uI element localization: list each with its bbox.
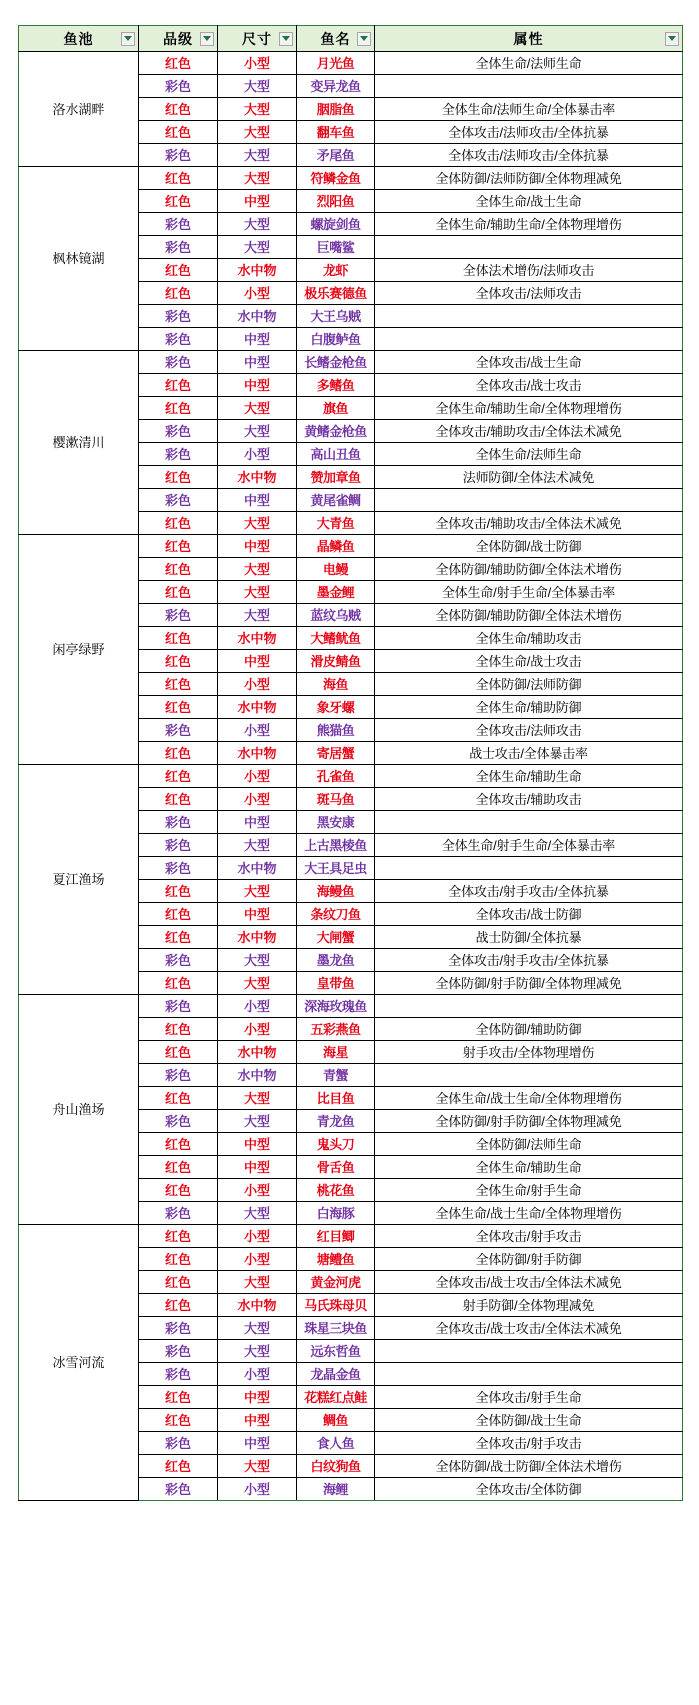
table-row [19, 351, 683, 374]
cell-fish-name: 五彩燕鱼 [297, 1018, 375, 1041]
cell-fish-name: 大青鱼 [297, 512, 375, 535]
cell-attributes: 全体防御/射手防御/全体物理减免 [375, 1110, 683, 1133]
cell-attributes: 全体生命/射手生命/全体暴击率 [375, 834, 683, 857]
cell-size: 中型 [218, 1409, 297, 1432]
cell-fish-name: 白腹鲈鱼 [297, 328, 375, 351]
cell-fish-name: 深海玫瑰鱼 [297, 995, 375, 1018]
cell-grade: 彩色 [139, 1363, 218, 1386]
cell-grade: 红色 [139, 673, 218, 696]
cell-grade: 彩色 [139, 75, 218, 98]
cell-attributes: 全体攻击/辅助攻击/全体法术减免 [375, 420, 683, 443]
table-body [19, 52, 683, 1501]
cell-grade: 红色 [139, 1271, 218, 1294]
cell-size: 小型 [218, 443, 297, 466]
cell-grade: 彩色 [139, 1340, 218, 1363]
cell-attributes: 全体生命/辅助生命 [375, 765, 683, 788]
cell-grade: 彩色 [139, 328, 218, 351]
cell-grade: 红色 [139, 627, 218, 650]
cell-fish-name: 翻车鱼 [297, 121, 375, 144]
column-header-pool [19, 26, 139, 52]
cell-fish-name: 墨龙鱼 [297, 949, 375, 972]
cell-fish-name: 黑安康 [297, 811, 375, 834]
cell-attributes: 全体攻击/战士攻击/全体法术减免 [375, 1271, 683, 1294]
cell-attributes: 全体防御/射手防御/全体物理减免 [375, 972, 683, 995]
cell-grade: 彩色 [139, 1110, 218, 1133]
cell-size: 水中物 [218, 466, 297, 489]
chevron-down-icon [282, 36, 290, 41]
cell-fish-name: 变异龙鱼 [297, 75, 375, 98]
cell-grade: 彩色 [139, 213, 218, 236]
cell-size: 大型 [218, 949, 297, 972]
table-row [19, 535, 683, 558]
cell-size: 中型 [218, 374, 297, 397]
cell-grade: 红色 [139, 98, 218, 121]
table-header [19, 26, 683, 52]
cell-fish-name: 符鳞金鱼 [297, 167, 375, 190]
cell-size: 大型 [218, 144, 297, 167]
filter-dropdown-icon-pool[interactable] [121, 32, 135, 46]
cell-grade: 彩色 [139, 305, 218, 328]
cell-grade: 红色 [139, 52, 218, 75]
cell-attributes: 全体生命/射手生命/全体暴击率 [375, 581, 683, 604]
cell-attributes [375, 995, 683, 1018]
cell-fish-name: 滑皮鲭鱼 [297, 650, 375, 673]
cell-grade: 红色 [139, 167, 218, 190]
cell-fish-name: 青龙鱼 [297, 1110, 375, 1133]
cell-grade: 彩色 [139, 1064, 218, 1087]
cell-size: 大型 [218, 1087, 297, 1110]
cell-size: 大型 [218, 397, 297, 420]
cell-grade: 红色 [139, 259, 218, 282]
cell-attributes [375, 75, 683, 98]
cell-size: 小型 [218, 282, 297, 305]
cell-attributes: 全体攻击/法师攻击 [375, 719, 683, 742]
cell-fish-name: 鲷鱼 [297, 1409, 375, 1432]
cell-attributes: 全体生命/战士生命 [375, 190, 683, 213]
cell-grade: 红色 [139, 696, 218, 719]
cell-fish-name: 矛尾鱼 [297, 144, 375, 167]
cell-grade: 红色 [139, 535, 218, 558]
cell-attributes [375, 1363, 683, 1386]
cell-fish-name: 月光鱼 [297, 52, 375, 75]
cell-attributes: 全体攻击/射手攻击 [375, 1225, 683, 1248]
cell-grade: 红色 [139, 466, 218, 489]
cell-size: 大型 [218, 213, 297, 236]
column-header-name [297, 26, 375, 52]
cell-fish-name: 多鳍鱼 [297, 374, 375, 397]
table-row [19, 167, 683, 190]
cell-fish-name: 花糕红点鲑 [297, 1386, 375, 1409]
cell-grade: 红色 [139, 1133, 218, 1156]
cell-grade: 红色 [139, 1041, 218, 1064]
cell-fish-name: 比目鱼 [297, 1087, 375, 1110]
cell-fish-name: 条纹刀鱼 [297, 903, 375, 926]
cell-pool: 冰雪河流 [19, 1225, 139, 1501]
cell-fish-name: 骨舌鱼 [297, 1156, 375, 1179]
cell-size: 大型 [218, 558, 297, 581]
cell-attributes [375, 857, 683, 880]
cell-fish-name: 胭脂鱼 [297, 98, 375, 121]
cell-grade: 红色 [139, 788, 218, 811]
filter-dropdown-icon-name[interactable] [357, 32, 371, 46]
column-header-attr-label: 属性 [513, 30, 544, 47]
cell-attributes: 全体生命/法师生命/全体暴击率 [375, 98, 683, 121]
cell-grade: 红色 [139, 397, 218, 420]
column-header-name-label: 鱼名 [320, 30, 351, 47]
cell-size: 中型 [218, 1133, 297, 1156]
cell-attributes: 全体生命/战士攻击 [375, 650, 683, 673]
cell-size: 小型 [218, 1248, 297, 1271]
cell-attributes: 全体攻击/全体防御 [375, 1478, 683, 1501]
cell-fish-name: 孔雀鱼 [297, 765, 375, 788]
cell-pool: 樱漱清川 [19, 351, 139, 535]
cell-size: 大型 [218, 581, 297, 604]
cell-grade: 红色 [139, 1294, 218, 1317]
cell-size: 大型 [218, 121, 297, 144]
filter-dropdown-icon-grade[interactable] [200, 32, 214, 46]
cell-fish-name: 海鱼 [297, 673, 375, 696]
cell-size: 大型 [218, 236, 297, 259]
cell-pool: 夏江渔场 [19, 765, 139, 995]
cell-size: 小型 [218, 1179, 297, 1202]
cell-attributes [375, 489, 683, 512]
cell-size: 水中物 [218, 1041, 297, 1064]
cell-fish-name: 黄金河虎 [297, 1271, 375, 1294]
cell-attributes: 全体攻击/辅助攻击 [375, 788, 683, 811]
cell-attributes [375, 236, 683, 259]
cell-size: 中型 [218, 903, 297, 926]
cell-grade: 红色 [139, 374, 218, 397]
cell-grade: 红色 [139, 650, 218, 673]
cell-grade: 彩色 [139, 1202, 218, 1225]
cell-grade: 红色 [139, 282, 218, 305]
cell-size: 大型 [218, 834, 297, 857]
cell-size: 中型 [218, 811, 297, 834]
cell-grade: 红色 [139, 1455, 218, 1478]
cell-size: 小型 [218, 719, 297, 742]
cell-fish-name: 晶鳞鱼 [297, 535, 375, 558]
cell-fish-name: 螺旋剑鱼 [297, 213, 375, 236]
cell-size: 中型 [218, 650, 297, 673]
column-header-grade [139, 26, 218, 52]
cell-fish-name: 大王乌贼 [297, 305, 375, 328]
cell-size: 水中物 [218, 1294, 297, 1317]
cell-grade: 红色 [139, 558, 218, 581]
cell-attributes: 全体防御/战士防御/全体法术增伤 [375, 1455, 683, 1478]
cell-grade: 红色 [139, 1087, 218, 1110]
cell-attributes: 战士防御/全体抗暴 [375, 926, 683, 949]
cell-grade: 彩色 [139, 1432, 218, 1455]
cell-fish-name: 黄尾雀鲷 [297, 489, 375, 512]
cell-fish-name: 寄居蟹 [297, 742, 375, 765]
cell-attributes: 全体生命/辅助生命 [375, 1156, 683, 1179]
cell-size: 中型 [218, 190, 297, 213]
cell-attributes [375, 328, 683, 351]
table-row [19, 995, 683, 1018]
cell-attributes: 射手防御/全体物理减免 [375, 1294, 683, 1317]
cell-fish-name: 白纹狗鱼 [297, 1455, 375, 1478]
fish-pool-table [18, 25, 683, 1501]
cell-pool: 闲亭绿野 [19, 535, 139, 765]
filter-dropdown-icon-attr[interactable] [665, 32, 679, 46]
cell-grade: 彩色 [139, 719, 218, 742]
cell-fish-name: 鬼头刀 [297, 1133, 375, 1156]
cell-size: 大型 [218, 604, 297, 627]
column-header-attr [375, 26, 683, 52]
cell-grade: 彩色 [139, 1317, 218, 1340]
cell-size: 大型 [218, 1110, 297, 1133]
cell-fish-name: 巨嘴鲨 [297, 236, 375, 259]
cell-size: 小型 [218, 52, 297, 75]
cell-fish-name: 象牙螺 [297, 696, 375, 719]
cell-fish-name: 海鲤 [297, 1478, 375, 1501]
cell-size: 中型 [218, 351, 297, 374]
cell-grade: 红色 [139, 765, 218, 788]
cell-attributes: 全体防御/战士防御 [375, 535, 683, 558]
cell-size: 中型 [218, 535, 297, 558]
cell-size: 中型 [218, 1386, 297, 1409]
cell-size: 水中物 [218, 742, 297, 765]
cell-attributes: 全体生命/战士生命/全体物理增伤 [375, 1202, 683, 1225]
cell-grade: 彩色 [139, 834, 218, 857]
cell-grade: 红色 [139, 1179, 218, 1202]
cell-size: 水中物 [218, 259, 297, 282]
cell-attributes: 全体攻击/战士防御 [375, 903, 683, 926]
cell-attributes: 全体攻击/战士生命 [375, 351, 683, 374]
cell-attributes: 全体生命/辅助防御 [375, 696, 683, 719]
cell-fish-name: 海星 [297, 1041, 375, 1064]
cell-fish-name: 远东哲鱼 [297, 1340, 375, 1363]
cell-size: 中型 [218, 1156, 297, 1179]
cell-grade: 彩色 [139, 351, 218, 374]
cell-fish-name: 熊猫鱼 [297, 719, 375, 742]
cell-fish-name: 旗鱼 [297, 397, 375, 420]
cell-grade: 红色 [139, 121, 218, 144]
cell-attributes: 全体防御/法师生命 [375, 1133, 683, 1156]
cell-pool: 洛水湖畔 [19, 52, 139, 167]
header-row [19, 26, 683, 52]
cell-grade: 红色 [139, 880, 218, 903]
column-header-size-label: 尺寸 [242, 30, 272, 47]
cell-attributes: 战士攻击/全体暴击率 [375, 742, 683, 765]
cell-fish-name: 马氏珠母贝 [297, 1294, 375, 1317]
cell-size: 大型 [218, 1202, 297, 1225]
cell-grade: 彩色 [139, 949, 218, 972]
cell-attributes: 全体攻击/战士攻击/全体法术减免 [375, 1317, 683, 1340]
cell-size: 小型 [218, 1225, 297, 1248]
cell-size: 水中物 [218, 627, 297, 650]
cell-grade: 红色 [139, 903, 218, 926]
cell-size: 水中物 [218, 696, 297, 719]
cell-attributes [375, 811, 683, 834]
cell-size: 大型 [218, 1455, 297, 1478]
cell-grade: 红色 [139, 1225, 218, 1248]
table-row [19, 1225, 683, 1248]
cell-size: 大型 [218, 880, 297, 903]
cell-attributes: 全体攻击/射手生命 [375, 1386, 683, 1409]
cell-fish-name: 黄鳍金枪鱼 [297, 420, 375, 443]
cell-attributes: 全体攻击/法师攻击 [375, 282, 683, 305]
chevron-down-icon [668, 36, 676, 41]
cell-size: 大型 [218, 1340, 297, 1363]
cell-fish-name: 青蟹 [297, 1064, 375, 1087]
cell-grade: 红色 [139, 1018, 218, 1041]
cell-fish-name: 白海豚 [297, 1202, 375, 1225]
cell-fish-name: 龙虾 [297, 259, 375, 282]
cell-fish-name: 大闸蟹 [297, 926, 375, 949]
cell-grade: 彩色 [139, 995, 218, 1018]
table-row [19, 52, 683, 75]
chevron-down-icon [203, 36, 211, 41]
cell-grade: 红色 [139, 190, 218, 213]
cell-fish-name: 大鳍鱿鱼 [297, 627, 375, 650]
cell-size: 小型 [218, 788, 297, 811]
cell-fish-name: 蓝纹乌贼 [297, 604, 375, 627]
cell-size: 小型 [218, 1478, 297, 1501]
cell-attributes: 全体生命/法师生命 [375, 52, 683, 75]
cell-grade: 红色 [139, 1409, 218, 1432]
table-row [19, 765, 683, 788]
cell-attributes: 法师防御/全体法术减免 [375, 466, 683, 489]
cell-size: 大型 [218, 98, 297, 121]
cell-fish-name: 斑马鱼 [297, 788, 375, 811]
cell-attributes: 全体防御/法师防御 [375, 673, 683, 696]
cell-fish-name: 电鳗 [297, 558, 375, 581]
cell-attributes: 全体法术增伤/法师攻击 [375, 259, 683, 282]
cell-fish-name: 食人鱼 [297, 1432, 375, 1455]
cell-attributes: 全体攻击/法师攻击/全体抗暴 [375, 144, 683, 167]
cell-attributes: 全体防御/射手防御 [375, 1248, 683, 1271]
cell-size: 小型 [218, 995, 297, 1018]
cell-attributes: 全体防御/辅助防御/全体法术增伤 [375, 604, 683, 627]
cell-attributes: 全体生命/战士生命/全体物理增伤 [375, 1087, 683, 1110]
cell-attributes: 全体防御/法师防御/全体物理减免 [375, 167, 683, 190]
cell-grade: 红色 [139, 972, 218, 995]
chevron-down-icon [124, 36, 132, 41]
cell-grade: 彩色 [139, 236, 218, 259]
cell-size: 水中物 [218, 926, 297, 949]
cell-size: 大型 [218, 1317, 297, 1340]
cell-attributes: 全体攻击/射手攻击 [375, 1432, 683, 1455]
column-header-grade-label: 品级 [163, 30, 193, 47]
cell-size: 小型 [218, 1018, 297, 1041]
cell-size: 中型 [218, 489, 297, 512]
cell-fish-name: 赞加章鱼 [297, 466, 375, 489]
cell-size: 中型 [218, 1432, 297, 1455]
cell-attributes: 全体生命/辅助攻击 [375, 627, 683, 650]
cell-attributes: 全体攻击/法师攻击/全体抗暴 [375, 121, 683, 144]
cell-size: 大型 [218, 75, 297, 98]
cell-grade: 彩色 [139, 443, 218, 466]
cell-grade: 彩色 [139, 811, 218, 834]
cell-fish-name: 龙晶金鱼 [297, 1363, 375, 1386]
cell-grade: 彩色 [139, 144, 218, 167]
cell-attributes: 全体防御/战士生命 [375, 1409, 683, 1432]
cell-grade: 红色 [139, 742, 218, 765]
cell-attributes: 全体攻击/射手攻击/全体抗暴 [375, 949, 683, 972]
cell-size: 大型 [218, 972, 297, 995]
cell-attributes [375, 1064, 683, 1087]
cell-fish-name: 墨金鲤 [297, 581, 375, 604]
cell-size: 中型 [218, 328, 297, 351]
column-header-pool-label: 鱼池 [63, 30, 94, 47]
cell-fish-name: 海鳗鱼 [297, 880, 375, 903]
cell-size: 水中物 [218, 857, 297, 880]
cell-size: 水中物 [218, 1064, 297, 1087]
cell-attributes: 全体防御/辅助防御/全体法术增伤 [375, 558, 683, 581]
cell-fish-name: 高山丑鱼 [297, 443, 375, 466]
cell-attributes: 射手攻击/全体物理增伤 [375, 1041, 683, 1064]
cell-grade: 彩色 [139, 1478, 218, 1501]
cell-size: 小型 [218, 765, 297, 788]
cell-fish-name: 皇带鱼 [297, 972, 375, 995]
cell-attributes [375, 1340, 683, 1363]
cell-size: 大型 [218, 512, 297, 535]
filter-dropdown-icon-size[interactable] [279, 32, 293, 46]
cell-fish-name: 大王具足虫 [297, 857, 375, 880]
cell-size: 大型 [218, 167, 297, 190]
cell-attributes [375, 305, 683, 328]
cell-attributes: 全体攻击/战士攻击 [375, 374, 683, 397]
cell-attributes: 全体生命/辅助生命/全体物理增伤 [375, 397, 683, 420]
cell-grade: 红色 [139, 1156, 218, 1179]
cell-fish-name: 极乐赛德鱼 [297, 282, 375, 305]
cell-fish-name: 珠星三块鱼 [297, 1317, 375, 1340]
cell-fish-name: 桃花鱼 [297, 1179, 375, 1202]
fish-table-container [18, 25, 682, 1501]
cell-attributes: 全体防御/辅助防御 [375, 1018, 683, 1041]
chevron-down-icon [360, 36, 368, 41]
cell-grade: 彩色 [139, 489, 218, 512]
cell-grade: 红色 [139, 1248, 218, 1271]
cell-grade: 红色 [139, 512, 218, 535]
cell-size: 大型 [218, 420, 297, 443]
cell-fish-name: 塘鳢鱼 [297, 1248, 375, 1271]
cell-size: 小型 [218, 673, 297, 696]
cell-attributes: 全体攻击/射手攻击/全体抗暴 [375, 880, 683, 903]
cell-fish-name: 红目鲫 [297, 1225, 375, 1248]
cell-grade: 红色 [139, 1386, 218, 1409]
cell-size: 大型 [218, 1271, 297, 1294]
cell-attributes: 全体生命/射手生命 [375, 1179, 683, 1202]
cell-fish-name: 上古黑棱鱼 [297, 834, 375, 857]
cell-fish-name: 烈阳鱼 [297, 190, 375, 213]
cell-grade: 红色 [139, 926, 218, 949]
cell-grade: 彩色 [139, 420, 218, 443]
cell-size: 水中物 [218, 305, 297, 328]
cell-pool: 舟山渔场 [19, 995, 139, 1225]
column-header-size [218, 26, 297, 52]
cell-grade: 红色 [139, 581, 218, 604]
cell-attributes: 全体生命/法师生命 [375, 443, 683, 466]
cell-grade: 彩色 [139, 857, 218, 880]
cell-size: 小型 [218, 1363, 297, 1386]
cell-pool: 枫林镜湖 [19, 167, 139, 351]
cell-grade: 彩色 [139, 604, 218, 627]
cell-fish-name: 长鳍金枪鱼 [297, 351, 375, 374]
cell-attributes: 全体生命/辅助生命/全体物理增伤 [375, 213, 683, 236]
cell-attributes: 全体攻击/辅助攻击/全体法术减免 [375, 512, 683, 535]
